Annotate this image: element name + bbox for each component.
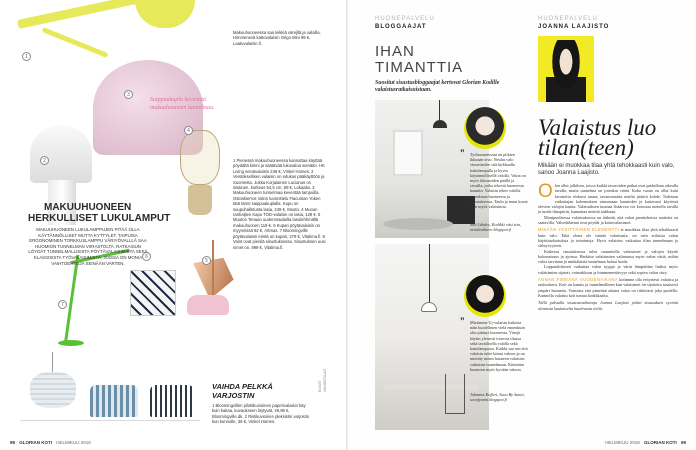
- caption-number-3: 3: [124, 90, 133, 99]
- column-paragraph-7: Tällä palstalla sisustusvaikuttaja Joanna Laajisto pohtii sisustuksen syvintä olemusta kaukaiselta kuulevasta tieltä.: [538, 300, 678, 311]
- yellow-wall-lamp-joint: [42, 27, 109, 58]
- product-list-copy: 1 Pienessä makuuhuoneessa kannattaa käyttää pöydältä kiinni ja säätävää lukuvaloa seinään. HK Living seinävalaisin 249 €, Vinkel Homes. 2 Veistoksellisen valaisin on edukas pääkäyttöön ja Suomesta. Jukka Korjalainen Lucianus on sisäinen, korkeus 54,5 cm, 89 €, Lokaalia. 3 Makuuhuoneen tunnelmaa keventää lampuilla. Ostoskierros Valon luunnittelu Fiacuntan Yoken tätä tämö saippuakuplalla. Kupu on suupuhalletusta lasia, 249 €, Muoto. 4 Muoon ranhaljien Kapu TOD-valaisin on lasia, 129 €. 5 Muuton Tenaan uudenmaalailta lasulehhmällä makuuhuonen 119 €. 6 Kupari pöytävalaisin on myynnissä 92 €, Artmas. 7 Bloomingville pöytävalaisin eristä on kupari, 279 €, Vitalima.fi. 8 Valot ovat pienilä sisustuksessa. Sisustuksen uusi nimet on. 999 €, Vitalima.fi.: [233, 158, 326, 250]
- right-page: [348, 0, 696, 450]
- paper-pendant-cord: [52, 352, 53, 372]
- ceiling-lamp-shade: [433, 120, 447, 128]
- caption-number-1: 1: [22, 52, 31, 61]
- blogger-portrait-2: [464, 275, 506, 317]
- copper-desk-lamp-stand: [212, 240, 214, 300]
- pink-desk-lamp: [187, 295, 229, 315]
- caption-number-7: 7: [58, 300, 67, 309]
- product-note: Makuuhuoneessa saa leikkiä värejllä ja valoilla. Himmenevä kattovalaisin Origo Mini 99 €, Laatuvalaisin.fi.: [233, 30, 321, 46]
- column-title-line2: tilan(teen): [538, 135, 634, 160]
- quote-mark-1: ”: [460, 148, 465, 158]
- bloggers-title-line1: IHAN: [375, 43, 415, 60]
- sub-heading-line1: VAIHDA PELKKÄ: [212, 382, 273, 391]
- green-floor-lamp: [64, 255, 97, 345]
- floor-rug: [383, 218, 453, 230]
- caption-number-5: 5: [202, 256, 211, 265]
- glass-oil-lamp-base: [188, 185, 212, 215]
- right-folio-number: 99: [680, 440, 686, 445]
- bloggers-deck: Suositut sisustusbloggaajat kertovat Glorian Kodille valaistusratkaisuistaan.: [375, 80, 500, 93]
- section-title-line1: MAKUUHUONEEN: [44, 202, 132, 213]
- drop-cap: O: [538, 181, 553, 202]
- ceiling-lamp: [439, 100, 440, 122]
- left-folio-date: HELMIKUU 2018: [56, 440, 91, 445]
- striped-drum-shade: [90, 385, 138, 417]
- window: [393, 130, 423, 176]
- column-highlight-1: MIKÄÄN YKSITTÄINEN ELEMENTTI: [538, 227, 620, 233]
- pendant-bulb: [421, 302, 437, 312]
- pendant-cord: [429, 244, 430, 304]
- blogger-credit-1: Sini Lähdes, Kodikki vitsi tein, oividitaihtere.blogspot.fi: [470, 222, 522, 233]
- white-table-lamp: [30, 125, 92, 183]
- column-highlight-2: ANNAN PIMEÄNÄ VUODENAIKANA: [538, 277, 619, 283]
- blogger-credit-2: Johanna Koffert, Suca By Sanni, scoofyanni.blogspot.fi: [470, 392, 525, 403]
- photo-credit: KUVAT VALMISTAJAT: [318, 368, 328, 392]
- sub-heading-body: 1 Bloomingvillen pilottikuvioinen paperivalaisin käy kuin kaitaa, kuvaukseen löytyvät, 49,95 €, Bloomingville.dk. 2 Ristikuvioinen pleksistin varjostin kun kunnolle, 39 €, Vinkel Homes.: [212, 403, 310, 425]
- column-kicker: HUONEPALVELU: [538, 16, 598, 22]
- sub-heading-line2: VARJOSTIN: [212, 391, 255, 400]
- patterned-pillow: [130, 270, 176, 316]
- caption-number-2: 2: [40, 156, 49, 165]
- quote-mark-2: ”: [460, 316, 465, 326]
- right-folio-magazine: GLORIAN KOTI: [643, 440, 677, 445]
- column-paragraph-6: kotimme olla erityisesti valaistu ja rauhoittava. Koti on kaunis ja tunnelmallinen kun valaisimet on sijoitettu tasaisesti ympäri huonetta. Varmista että pimeänä aikana valoa on riittävästi joka puolella. Kunnolla valaistu koti tuntuu kodikkaalta.: [538, 277, 678, 298]
- blogger-portrait-1: [464, 107, 506, 149]
- caption-number-4: 4: [184, 126, 193, 135]
- right-folio: [605, 440, 686, 445]
- bloggers-section: BLOGGAAJAT: [375, 24, 427, 30]
- section-title-line2: HERKULLISET LUKULAMPUT: [28, 213, 171, 224]
- left-folio-number: 98: [10, 440, 16, 445]
- green-floor-lamp-base: [58, 340, 84, 346]
- column-paragraph-4: Kaikessa sisustuksessa tulisi suunnitella valaisimet ja valojen käyttö kokonaisuus jo ajoissa. Harkitse valaisimien valinnassa myös valon väriä, mihin valoa tarvitaan ja minkälaista tunnelmaa haluat luoda.: [538, 248, 678, 265]
- bloggers-title-line2: TIMANTTIA: [375, 59, 464, 76]
- section-subtitle: MAKUUHUONEEN LUKULAMPPUJEN PITÄÄ OLLA KÄYTÄNNÖLLISET MUTTA KYTTYLET. TAIPUISA ERGONOMINEN TORKKUSLAMPPU VÄRIYÖVALLLÄ SAA HUOMION TUNNELMAN VIIRASTOLTA. RATKAISUN LÖYDÄT TUNNELMALLISISTA PÖYTÄVALAISIMISTA SEKÄ KLASSISISTA TYÖVALAISIMISTA, JOISSA ON MONIA VAIHTOEHTOJA SEINÄÄN VARTEN.: [28, 227, 148, 266]
- column-deck: Mikään ei muokkaa tilaa yhtä tehokkaasti kuin valo, sanoo Joanna Laajisto.: [538, 163, 675, 177]
- column-paragraph-1: len ollut jalkilsen, joissa kaikki tavaroiden paikat ovat paikallaan oikealla tavalla, mutta tunnelma on jotenkin väärä. Koko ruoan on ollut kuin lavastettu elokuva sauna, tavanomaista mieltä jättävä kohde. Todetaan vaikuttajan kokemuksen ainoastaan kauniiden ja kattavasti käytössä olevien valojen kautta. Valaistuksen tuomaa lisäarvoa voi korostaa monella tavalla ja tuoda ilmapiirin, kannattaa miettiä tarkkaan.: [538, 183, 678, 215]
- chair: [445, 374, 465, 414]
- column-paragraph-3: ei muokkaa tilaa yhtä tehokkaasti kuin valo. Eikä olena ole väärää valaistusta, on vain erilaisia valon käyttötarkoituksia ja toimintoja. Hyvä valaistus vaikuttaa tilan tunnelmaan ja viihtyvyyteen.: [538, 227, 679, 249]
- column-paragraph-2: Monipuolisessa valaistuksessa on tärkeää, että valon pienitehoisia tuotteita on saatavilla. Valonlähteinä ovat pöydät ja kattovalaisimet.: [538, 214, 678, 226]
- paper-pendant-shade: [30, 372, 76, 408]
- blogger-quote-2: Mietimme Uj-valaisin kaikista näin huolellinen vielä ennenkuin olin pitänyt huoneesta. Värejä käytin yleisesti toisessa tilassa sekä tavallisella valolla sekä kattolampussa. Kaikki saa sen että valaisin tulee kiinni valoon ja on mietitty miten huoneen valaistus vaikuttaa tunnelmaan. Kiinnitän huomion myös hyvään valoon.: [470, 320, 528, 372]
- author-photo: [546, 40, 586, 102]
- blogger-quote-1: Työhuoneessani on pitkien ikkunan sivu. Neulas valo viimeistelee sitä kirkkaalla kattolampulla ja hyvin käytännöllisellä valolla. Valoa on myös ikkunoiden päällä ja sivuilla, jotka tekevät huoneesta kauniin. Valaisin tekee valolla tunnelmaa huoneessa ja sisustuksessa. Taulu ja muut kuvat ovat myös valaisimia.: [470, 152, 528, 210]
- caption-number-6: 6: [142, 252, 151, 261]
- bloggers-kicker: HUONEPALVELU: [375, 16, 435, 22]
- yellow-wall-lamp-head: [135, 0, 195, 28]
- column-title-line1: Valaistus luo: [538, 115, 657, 140]
- copper-desk-lamp-shade: [193, 251, 237, 300]
- shade-base-line: [20, 420, 200, 421]
- column-author: JOANNA LAAJISTO: [538, 24, 610, 30]
- left-folio: [10, 440, 91, 445]
- column-highlight-paragraph-2: [538, 277, 678, 298]
- column-highlight-paragraph-1: [538, 227, 678, 248]
- left-folio-magazine: GLORIAN KOTI: [19, 440, 53, 445]
- column-paragraph-5: Lopputulokseen vaikuttaa valon tyyppi ja värin lämpötilan lisäksi myös valaisimien sijainti, voimakkuus ja himmennettävyys sekä sopiva valon sävy.: [538, 264, 678, 275]
- right-folio-date: HELMIKUU 2018: [605, 440, 640, 445]
- black-white-drum-shade: [150, 385, 194, 417]
- column-body: [538, 183, 678, 311]
- glass-oil-lamp: [180, 130, 220, 185]
- pink-pull-quote: Saippuakupla keventää makuuhuoneen tunnelmaa.: [150, 97, 215, 111]
